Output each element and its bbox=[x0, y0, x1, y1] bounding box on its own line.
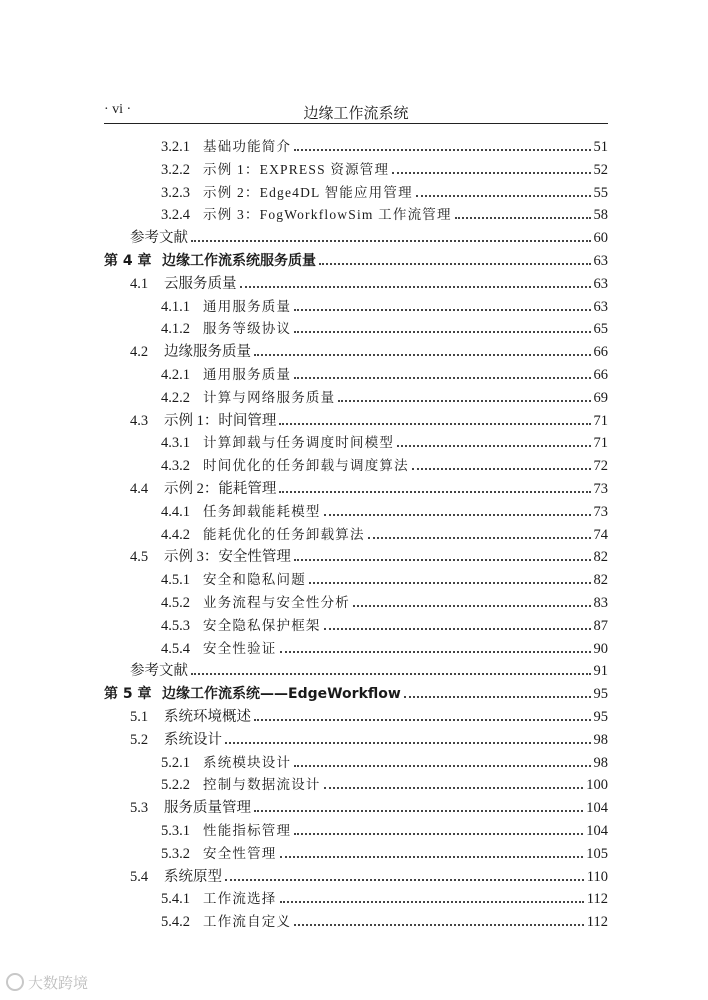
toc-entry-number: 第 4 章 bbox=[104, 253, 152, 269]
toc-dot-leader bbox=[280, 901, 584, 903]
toc-entry-number: 4.3 bbox=[130, 412, 149, 429]
toc-dot-leader bbox=[225, 742, 591, 744]
toc-entry-title: 示例 2：Edge4DL 智能应用管理 bbox=[203, 184, 413, 200]
toc-section-row[interactable] bbox=[130, 410, 608, 430]
toc-entry-page: 95 bbox=[593, 686, 608, 703]
toc-dot-leader bbox=[279, 423, 590, 425]
toc-entry-title: 基础功能简介 bbox=[203, 139, 292, 154]
toc-chapter-row[interactable] bbox=[104, 250, 608, 270]
toc-entry-number: 5.2.2 bbox=[161, 777, 190, 794]
toc-chapter-row[interactable] bbox=[104, 683, 608, 703]
toc-subsection-row[interactable] bbox=[161, 911, 608, 931]
toc-section-row[interactable] bbox=[130, 546, 608, 566]
toc-entry-number: 4.5.3 bbox=[161, 617, 190, 634]
toc-dot-leader bbox=[225, 879, 584, 881]
toc-dot-leader bbox=[254, 810, 583, 812]
toc-entry-number: 4.5.2 bbox=[161, 595, 190, 611]
toc-dot-leader bbox=[254, 719, 591, 721]
toc-subsection-row[interactable] bbox=[161, 182, 608, 202]
toc-entry-page: 66 bbox=[593, 367, 608, 383]
toc-entry-number: 第 5 章 bbox=[104, 686, 152, 703]
toc-entry-page: 72 bbox=[593, 458, 608, 475]
toc-section-row[interactable] bbox=[130, 341, 608, 361]
toc-entry-title: 工作流自定义 bbox=[203, 914, 292, 930]
toc-entry-number: 4.4.2 bbox=[161, 526, 190, 543]
toc-entry-number: 4.4.1 bbox=[161, 503, 190, 520]
watermark-logo-icon bbox=[6, 973, 24, 991]
toc-entry-page: 87 bbox=[593, 617, 608, 634]
toc-dot-leader bbox=[353, 605, 591, 607]
toc-subsection-row[interactable] bbox=[161, 318, 608, 338]
toc-entry-title: 任务卸载能耗模型 bbox=[203, 503, 321, 519]
toc-entry-title: 系统原型 bbox=[164, 868, 222, 885]
toc-dot-leader bbox=[368, 537, 591, 539]
toc-entry-page: 95 bbox=[593, 709, 608, 725]
toc-entry-number: 5.3 bbox=[130, 800, 149, 817]
toc-entry-title: 安全隐私保护框架 bbox=[203, 617, 321, 633]
toc-entry-number: 5.2 bbox=[130, 731, 149, 748]
toc-entry-number: 5.3.2 bbox=[161, 845, 190, 862]
toc-subsection-row[interactable] bbox=[161, 136, 608, 156]
toc-dot-leader bbox=[280, 651, 591, 653]
toc-dot-leader bbox=[338, 400, 590, 402]
toc-section-row[interactable] bbox=[130, 706, 608, 726]
toc-entry-title: 通用服务质量 bbox=[203, 298, 292, 314]
toc-subsection-row[interactable] bbox=[161, 455, 608, 475]
toc-entry-number: 4.1.2 bbox=[161, 321, 190, 338]
toc-entry-number: 5.2.1 bbox=[161, 754, 190, 771]
toc-entry-number: 3.2.3 bbox=[161, 184, 190, 201]
toc-subsection-row[interactable] bbox=[161, 204, 608, 224]
toc-references-row[interactable] bbox=[130, 227, 608, 247]
watermark bbox=[6, 972, 88, 993]
toc-section-row[interactable] bbox=[130, 729, 608, 749]
toc-entry-title: 计算与网络服务质量 bbox=[203, 389, 336, 405]
toc-subsection-row[interactable] bbox=[161, 569, 608, 589]
toc-entry-title: 安全性验证 bbox=[203, 640, 277, 656]
toc-entry-page: 74 bbox=[593, 526, 608, 543]
toc-entry-title: 系统模块设计 bbox=[203, 754, 292, 770]
toc-entry-page: 71 bbox=[593, 435, 608, 452]
toc-entry-page: 82 bbox=[593, 549, 608, 566]
toc-section-row[interactable] bbox=[130, 797, 608, 817]
toc-dot-leader bbox=[280, 856, 584, 858]
toc-dot-leader bbox=[324, 514, 591, 516]
toc-entry-title: 性能指标管理 bbox=[203, 823, 292, 838]
toc-entry-title: 服务质量管理 bbox=[164, 800, 251, 817]
toc-section-row[interactable] bbox=[130, 866, 608, 886]
toc-entry-title: 安全性管理 bbox=[203, 845, 277, 861]
toc-dot-leader bbox=[294, 765, 590, 767]
toc-entry-title: 业务流程与安全性分析 bbox=[203, 595, 350, 610]
toc-entry-number: 4.5 bbox=[130, 549, 149, 566]
toc-entry-page: 63 bbox=[593, 275, 608, 292]
toc-subsection-row[interactable] bbox=[161, 774, 608, 794]
toc-entry-page: 65 bbox=[593, 321, 608, 338]
toc-entry-page: 69 bbox=[593, 389, 608, 406]
toc-dot-leader bbox=[455, 217, 591, 219]
running-title: 边缘工作流系统 bbox=[303, 106, 409, 122]
toc-entry-number: 4.3.1 bbox=[161, 435, 190, 452]
toc-subsection-row[interactable] bbox=[161, 638, 608, 658]
toc-entry-title: 计算卸载与任务调度时间模型 bbox=[203, 435, 395, 451]
toc-entry-page: 112 bbox=[586, 914, 608, 931]
toc-entry-title: 示例 3：FogWorkflowSim 工作流管理 bbox=[203, 207, 452, 223]
toc-entry-title: 参考文献 bbox=[130, 663, 188, 680]
toc-subsection-row[interactable] bbox=[161, 888, 608, 908]
toc-entry-page: 82 bbox=[593, 572, 608, 589]
toc-dot-leader bbox=[294, 331, 590, 333]
toc-entry-number: 4.5.4 bbox=[161, 640, 190, 657]
toc-subsection-row[interactable] bbox=[161, 387, 608, 407]
toc-entry-number: 4.2 bbox=[130, 344, 149, 361]
toc-dot-leader bbox=[397, 445, 590, 447]
toc-dot-leader bbox=[324, 628, 591, 630]
toc-entry-title: 边缘工作流系统服务质量 bbox=[162, 253, 316, 269]
toc-entry-number: 4.3.2 bbox=[161, 458, 190, 475]
toc-entry-number: 5.4 bbox=[130, 868, 149, 885]
toc-subsection-row[interactable] bbox=[161, 364, 608, 384]
toc-entry-page: 71 bbox=[593, 412, 608, 429]
toc-dot-leader bbox=[294, 559, 591, 561]
toc-entry-number: 5.4.2 bbox=[161, 914, 190, 931]
toc-entry-page: 110 bbox=[586, 868, 608, 885]
toc-entry-page: 104 bbox=[586, 823, 608, 839]
toc-dot-leader bbox=[324, 787, 584, 789]
toc-dot-leader bbox=[412, 468, 591, 470]
toc-dot-leader bbox=[294, 924, 584, 926]
toc-subsection-row[interactable] bbox=[161, 296, 608, 316]
toc-dot-leader bbox=[404, 696, 591, 698]
toc-entry-page: 60 bbox=[593, 230, 608, 247]
toc-entry-number: 4.2.1 bbox=[161, 367, 190, 383]
toc-entry-title: 系统设计 bbox=[164, 731, 222, 748]
toc-subsection-row[interactable] bbox=[161, 615, 608, 635]
toc-entry-number: 4.4 bbox=[130, 481, 149, 497]
toc-entry-title: 示例 1：时间管理 bbox=[164, 412, 277, 429]
toc-subsection-row[interactable] bbox=[161, 432, 608, 452]
toc-subsection-row[interactable] bbox=[161, 820, 608, 840]
toc-section-row[interactable] bbox=[130, 273, 608, 293]
toc-dot-leader bbox=[392, 172, 590, 174]
toc-dot-leader bbox=[240, 286, 591, 288]
toc-entry-number: 4.5.1 bbox=[161, 572, 190, 589]
toc-entry-title: 控制与数据流设计 bbox=[203, 777, 321, 793]
toc-entry-title: 示例 3：安全性管理 bbox=[164, 549, 291, 566]
toc-dot-leader bbox=[191, 240, 591, 242]
toc-entry-page: 52 bbox=[593, 161, 608, 178]
toc-entry-page: 83 bbox=[593, 595, 608, 611]
toc-entry-page: 73 bbox=[593, 481, 608, 497]
toc-entry-number: 5.3.1 bbox=[161, 823, 190, 839]
toc-section-row[interactable] bbox=[130, 478, 608, 498]
toc-entry-page: 91 bbox=[593, 663, 608, 680]
toc-entry-page: 63 bbox=[593, 253, 608, 269]
toc-entry-title: 系统环境概述 bbox=[164, 709, 251, 725]
toc-entry-page: 112 bbox=[586, 891, 608, 908]
toc-dot-leader bbox=[416, 195, 591, 197]
toc-entry-page: 104 bbox=[586, 800, 608, 817]
toc-subsection-row[interactable] bbox=[161, 501, 608, 521]
toc-subsection-row[interactable] bbox=[161, 159, 608, 179]
toc-dot-leader bbox=[279, 491, 590, 493]
toc-dot-leader bbox=[191, 673, 591, 675]
toc-dot-leader bbox=[254, 354, 591, 356]
page-number: · vi · bbox=[104, 102, 132, 117]
toc-entry-title: 云服务质量 bbox=[164, 275, 237, 292]
toc-dot-leader bbox=[309, 582, 591, 584]
toc-entry-number: 4.1.1 bbox=[161, 298, 190, 315]
toc-entry-title: 安全和隐私问题 bbox=[203, 572, 306, 588]
toc-dot-leader bbox=[294, 309, 590, 311]
toc-entry-number: 3.2.2 bbox=[161, 161, 190, 178]
toc-entry-number: 4.2.2 bbox=[161, 389, 190, 406]
toc-entry-page: 51 bbox=[593, 139, 608, 155]
toc-dot-leader bbox=[294, 377, 590, 379]
toc-entry-page: 98 bbox=[593, 731, 608, 748]
toc-entry-page: 58 bbox=[593, 207, 608, 224]
toc-entry-number: 3.2.4 bbox=[161, 207, 190, 224]
toc-subsection-row[interactable] bbox=[161, 752, 608, 772]
toc-entry-page: 100 bbox=[586, 777, 608, 794]
toc-subsection-row[interactable] bbox=[161, 592, 608, 612]
toc-entry-title: 时间优化的任务卸载与调度算法 bbox=[203, 458, 409, 474]
toc-references-row[interactable] bbox=[130, 660, 608, 680]
toc-entry-page: 66 bbox=[593, 344, 608, 361]
toc-entry-title: 示例 1：EXPRESS 资源管理 bbox=[203, 161, 390, 177]
toc-entry-page: 63 bbox=[593, 298, 608, 315]
toc-entry-title: 服务等级协议 bbox=[203, 321, 292, 337]
toc-dot-leader bbox=[294, 149, 590, 151]
toc-entry-number: 5.1 bbox=[130, 709, 149, 725]
toc-subsection-row[interactable] bbox=[161, 843, 608, 863]
toc-dot-leader bbox=[319, 263, 591, 265]
toc-entry-page: 55 bbox=[593, 184, 608, 201]
toc-entry-title: 边缘服务质量 bbox=[164, 344, 251, 361]
toc-entry-page: 73 bbox=[593, 503, 608, 520]
toc-entry-title: 能耗优化的任务卸载算法 bbox=[203, 526, 365, 542]
toc-entry-title: 通用服务质量 bbox=[203, 367, 292, 382]
toc-entry-number: 5.4.1 bbox=[161, 891, 190, 908]
toc-entry-number: 3.2.1 bbox=[161, 139, 190, 155]
toc-dot-leader bbox=[294, 833, 583, 835]
toc-entry-title: 边缘工作流系统——EdgeWorkflow bbox=[162, 686, 401, 703]
toc-subsection-row[interactable] bbox=[161, 524, 608, 544]
toc-entry-page: 98 bbox=[593, 754, 608, 771]
watermark-text: 大数跨境 bbox=[28, 974, 89, 992]
toc-entry-page: 90 bbox=[593, 640, 608, 657]
header-rule bbox=[104, 123, 608, 124]
toc-entry-title: 工作流选择 bbox=[203, 891, 277, 907]
toc-entry-title: 参考文献 bbox=[130, 230, 188, 247]
toc-entry-number: 4.1 bbox=[130, 275, 149, 292]
toc-entry-page: 105 bbox=[586, 845, 608, 862]
running-header bbox=[104, 100, 608, 122]
toc-entry-title: 示例 2：能耗管理 bbox=[164, 481, 277, 497]
